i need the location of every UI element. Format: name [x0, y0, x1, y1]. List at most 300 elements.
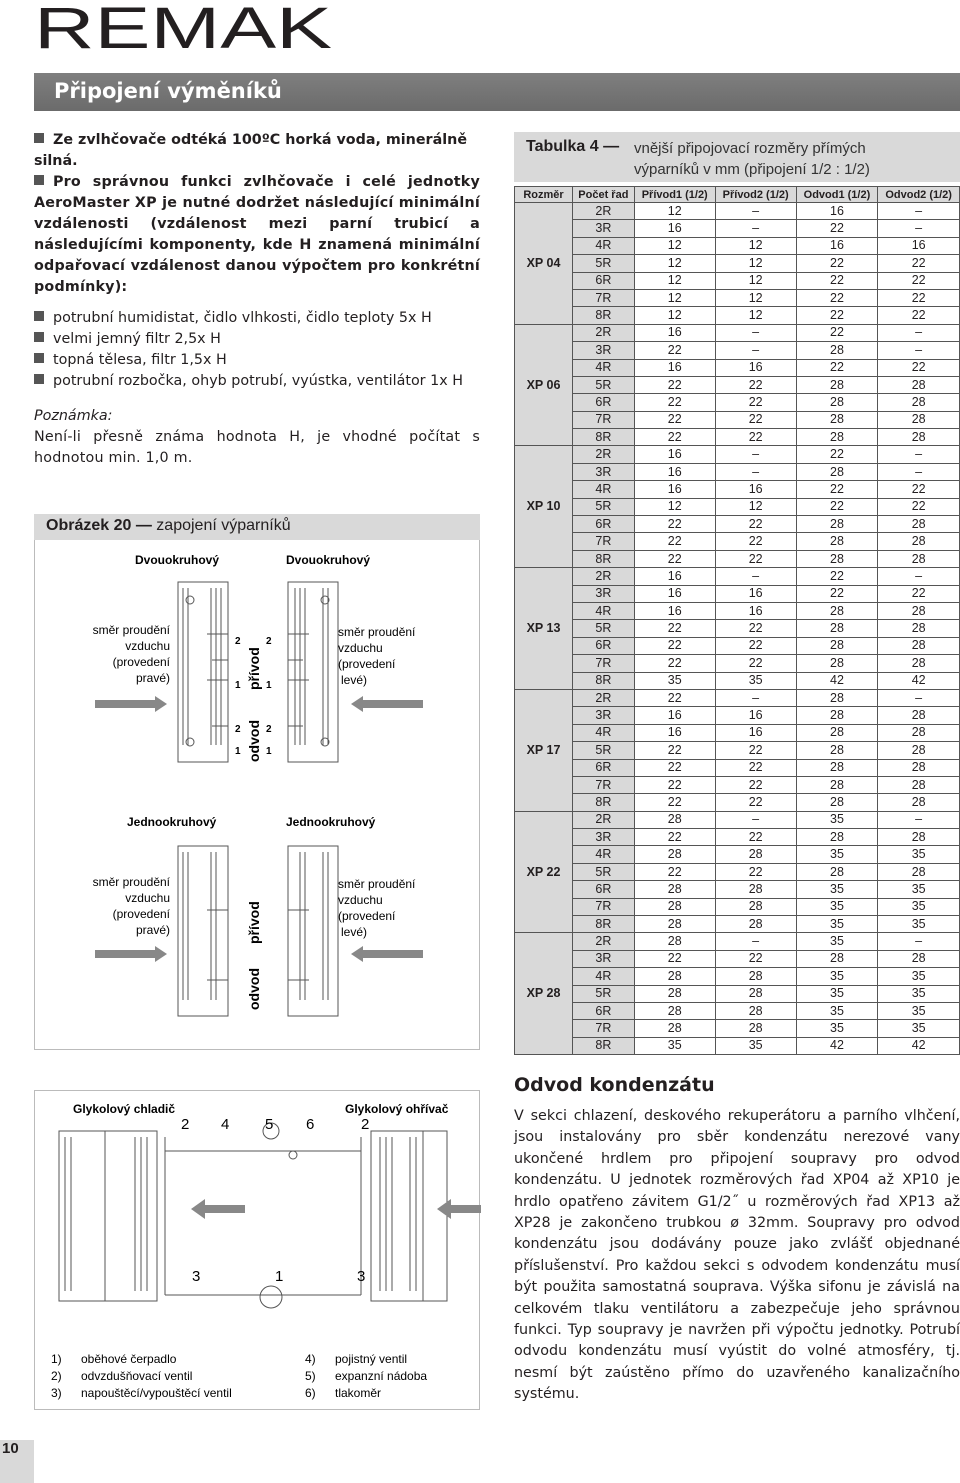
rows-cell: 4R	[573, 602, 635, 619]
distance-list	[34, 308, 480, 392]
table-cell: 28	[878, 394, 960, 411]
table-cell: 35	[634, 672, 715, 689]
table-cell: 16	[634, 568, 715, 585]
figure-label: Obrázek 20	[46, 517, 132, 534]
table-cell: 28	[878, 950, 960, 967]
rows-cell: 2R	[573, 568, 635, 585]
table-cell: 22	[878, 585, 960, 602]
table-cell: 12	[634, 307, 715, 324]
size-cell: XP 17	[515, 689, 573, 811]
table-cell: –	[715, 811, 796, 828]
table-row	[515, 898, 960, 915]
table-cell: 35	[878, 898, 960, 915]
list-item	[34, 329, 480, 350]
table-row	[515, 550, 960, 567]
table-cell: 22	[634, 637, 715, 654]
table-row	[515, 585, 960, 602]
table-row	[515, 707, 960, 724]
table-cell: 35	[878, 1002, 960, 1019]
table-cell: 28	[715, 1002, 796, 1019]
table-cell: 28	[634, 968, 715, 985]
column-header: Rozměr	[515, 187, 573, 203]
table-cell: 12	[634, 272, 715, 289]
table-cell: 28	[796, 342, 878, 359]
list-item	[34, 371, 480, 392]
table-cell: 16	[715, 481, 796, 498]
table-cell: 28	[878, 794, 960, 811]
component-number: 3	[357, 1268, 366, 1285]
table-cell: 12	[715, 307, 796, 324]
rows-cell: 5R	[573, 985, 635, 1002]
rows-cell: 4R	[573, 846, 635, 863]
size-cell: XP 28	[515, 933, 573, 1055]
table-cell: 28	[796, 620, 878, 637]
intro-text	[34, 130, 480, 469]
table-row	[515, 742, 960, 759]
single-coil-right	[288, 846, 338, 1016]
table-cell: 22	[634, 950, 715, 967]
rows-cell: 3R	[573, 585, 635, 602]
rows-cell: 3R	[573, 463, 635, 480]
rows-cell: 2R	[573, 203, 635, 220]
column-header: Počet řad	[573, 187, 635, 203]
arrow-icon	[95, 696, 423, 712]
rows-cell: 7R	[573, 533, 635, 550]
table-cell: 22	[796, 289, 878, 306]
table-cell: 28	[878, 533, 960, 550]
table-cell: 28	[715, 985, 796, 1002]
list-item-text: potrubní humidistat, čidlo vlhkosti, čidlo teploty 5x H	[53, 310, 432, 326]
privod-label: přívod	[246, 901, 262, 944]
table-cell: 28	[796, 533, 878, 550]
table-cell: 22	[634, 863, 715, 880]
table-cell: 22	[715, 794, 796, 811]
table-cell: 35	[796, 1002, 878, 1019]
table-cell: 22	[634, 655, 715, 672]
table-cell: –	[715, 220, 796, 237]
column-header: Odvod1 (1/2)	[796, 187, 878, 203]
table-cell: 12	[715, 255, 796, 272]
table-cell: 28	[878, 742, 960, 759]
rows-cell: 7R	[573, 1020, 635, 1037]
table-row	[515, 359, 960, 376]
bullet-hot-water	[34, 130, 480, 172]
table-cell: 22	[796, 585, 878, 602]
table-cell: 35	[878, 846, 960, 863]
table-row	[515, 272, 960, 289]
airflow-label: vzduchu	[125, 639, 170, 653]
table-label-text: Tabulka 4	[526, 138, 599, 155]
column-header: Přívod2 (1/2)	[715, 187, 796, 203]
odvod-label: odvod	[246, 968, 262, 1010]
legend-number: 4)	[305, 1352, 316, 1366]
table-cell: 28	[796, 707, 878, 724]
rows-cell: 8R	[573, 916, 635, 933]
square-bullet-icon	[34, 133, 44, 143]
table-cell: 16	[715, 585, 796, 602]
table-cell: 22	[634, 620, 715, 637]
airflow-label: vzduchu	[125, 891, 170, 905]
table-row	[515, 394, 960, 411]
table-cell: 16	[634, 585, 715, 602]
table-row	[515, 655, 960, 672]
table-cell: 28	[634, 881, 715, 898]
rows-cell: 5R	[573, 863, 635, 880]
table-row	[515, 863, 960, 880]
table-cell: 22	[715, 829, 796, 846]
component-number: 5	[265, 1116, 274, 1133]
table-cell: 28	[796, 689, 878, 706]
legend-text: tlakoměr	[335, 1386, 382, 1400]
table-row	[515, 968, 960, 985]
airflow-label: vzduchu	[338, 641, 383, 655]
table-cell: 22	[634, 794, 715, 811]
list-item-text: velmi jemný filtr 2,5x H	[53, 331, 221, 347]
component-number: 1	[275, 1268, 284, 1285]
table-cell: 22	[878, 272, 960, 289]
table-cell: 28	[796, 742, 878, 759]
square-bullet-icon	[34, 374, 44, 384]
table-cell: 28	[796, 950, 878, 967]
component-number: 6	[306, 1116, 315, 1133]
table-row	[515, 759, 960, 776]
table-desc-line: výparníků v mm (připojení 1/2 : 1/2)	[634, 161, 870, 178]
table-cell: 22	[715, 429, 796, 446]
airflow-label: levé)	[341, 925, 368, 939]
table-cell: –	[715, 446, 796, 463]
rows-cell: 6R	[573, 394, 635, 411]
table-cell: 28	[796, 602, 878, 619]
table-cell: 28	[634, 933, 715, 950]
table-row	[515, 1037, 960, 1054]
legend-text: oběhové čerpadlo	[81, 1352, 177, 1366]
table-cell: 35	[796, 898, 878, 915]
table-cell: 16	[634, 359, 715, 376]
port-number: 1	[266, 680, 272, 691]
table-row	[515, 776, 960, 793]
table-cell: 35	[878, 985, 960, 1002]
evaporator-diagram	[35, 540, 481, 1050]
table-cell: 22	[878, 481, 960, 498]
table-cell: 12	[634, 498, 715, 515]
table-cell: 28	[796, 550, 878, 567]
table-cell: –	[715, 203, 796, 220]
rows-cell: 7R	[573, 411, 635, 428]
table-cell: 35	[796, 968, 878, 985]
table-cell: 28	[878, 411, 960, 428]
table-cell: 28	[878, 429, 960, 446]
table-cell: 16	[878, 237, 960, 254]
rows-cell: 5R	[573, 498, 635, 515]
table-cell: 22	[796, 498, 878, 515]
table-cell: 22	[878, 359, 960, 376]
rows-cell: 3R	[573, 707, 635, 724]
table-row	[515, 376, 960, 393]
legend-number: 2)	[51, 1369, 62, 1383]
table-cell: 22	[796, 307, 878, 324]
table-cell: 28	[878, 655, 960, 672]
table-cell: 35	[715, 672, 796, 689]
rows-cell: 7R	[573, 655, 635, 672]
rows-cell: 2R	[573, 446, 635, 463]
table-cell: 22	[796, 272, 878, 289]
heater-title: Glykolový ohřívač	[345, 1102, 449, 1116]
size-cell: XP 10	[515, 446, 573, 568]
table-cell: 28	[796, 863, 878, 880]
table-row	[515, 933, 960, 950]
port-number: 2	[235, 724, 241, 735]
table-cell: 35	[878, 1020, 960, 1037]
table-row	[515, 481, 960, 498]
table-cell: 22	[715, 776, 796, 793]
section-title: Připojení výměníků	[54, 79, 282, 103]
table-row	[515, 620, 960, 637]
rows-cell: 5R	[573, 620, 635, 637]
airflow-label: pravé)	[135, 923, 170, 937]
table-cell: 22	[878, 498, 960, 515]
table-cell: 22	[634, 516, 715, 533]
rows-cell: 2R	[573, 324, 635, 341]
table-desc-line: vnější připojovací rozměry přímých	[634, 140, 866, 157]
table-cell: 12	[634, 255, 715, 272]
table-cell: 12	[634, 289, 715, 306]
table-cell: 22	[796, 568, 878, 585]
table-row	[515, 846, 960, 863]
column-header: Odvod2 (1/2)	[878, 187, 960, 203]
table-label: Tabulka 4 —	[526, 138, 620, 155]
rows-cell: 6R	[573, 516, 635, 533]
table-cell: 16	[634, 220, 715, 237]
port-number: 2	[235, 636, 241, 647]
table-cell: 22	[715, 759, 796, 776]
note-text: Není-li přesně známa hodnota H, je vhodné počítat s hodnotou min. 1,0 m.	[34, 429, 480, 466]
airflow-label: levé)	[341, 673, 368, 687]
table-cell: –	[715, 689, 796, 706]
rows-cell: 7R	[573, 898, 635, 915]
port-number: 1	[235, 746, 241, 757]
section-header	[34, 73, 960, 111]
table-row	[515, 829, 960, 846]
table-cell: 28	[878, 829, 960, 846]
table-cell: –	[715, 463, 796, 480]
table-row	[515, 516, 960, 533]
table-row	[515, 794, 960, 811]
table-cell: 22	[634, 689, 715, 706]
legend-text: napouštěcí/vypouštěcí ventil	[81, 1386, 232, 1400]
table-cell: 28	[796, 637, 878, 654]
table-cell: 28	[634, 916, 715, 933]
table-row	[515, 446, 960, 463]
rows-cell: 8R	[573, 429, 635, 446]
table-cell: 42	[796, 672, 878, 689]
table-cell: 22	[634, 742, 715, 759]
bullet-distances	[34, 172, 480, 298]
table-cell: 16	[634, 724, 715, 741]
table-cell: 28	[878, 863, 960, 880]
table-cell: 22	[634, 550, 715, 567]
size-cell: XP 22	[515, 811, 573, 933]
table-cell: 22	[715, 394, 796, 411]
table-cell: –	[878, 324, 960, 341]
rows-cell: 6R	[573, 1002, 635, 1019]
table-cell: 28	[878, 602, 960, 619]
table-cell: 22	[715, 376, 796, 393]
note-heading: Poznámka:	[34, 408, 113, 424]
table-cell: 35	[878, 968, 960, 985]
square-bullet-icon	[34, 175, 44, 185]
table-cell: 28	[796, 516, 878, 533]
table-cell: 22	[878, 307, 960, 324]
dvou-right-label: Dvouokruhový	[286, 553, 371, 567]
component-number: 2	[181, 1116, 190, 1133]
table-cell: 22	[715, 863, 796, 880]
size-cell: XP 04	[515, 203, 573, 325]
airflow-label: vzduchu	[338, 893, 383, 907]
table-row	[515, 220, 960, 237]
table-cell: 35	[796, 916, 878, 933]
size-cell: XP 13	[515, 568, 573, 690]
table-cell: 28	[878, 550, 960, 567]
table-cell: 22	[634, 759, 715, 776]
list-item	[34, 350, 480, 371]
square-bullet-icon	[34, 353, 44, 363]
table-cell: 16	[715, 602, 796, 619]
airflow-label: směr proudění	[92, 875, 170, 889]
table-cell: 22	[796, 481, 878, 498]
legend-text: expanzní nádoba	[335, 1369, 428, 1383]
table-header-row	[515, 187, 960, 203]
table-cell: 16	[634, 481, 715, 498]
table-cell: 16	[796, 237, 878, 254]
table-cell: 22	[634, 342, 715, 359]
table-cell: 35	[715, 1037, 796, 1054]
table-cell: 28	[878, 707, 960, 724]
table-cell: –	[715, 568, 796, 585]
table-cell: 28	[796, 655, 878, 672]
legend-text: odvzdušňovací ventil	[81, 1369, 193, 1383]
airflow-label: (provedení	[338, 909, 396, 923]
table-cell: 28	[634, 985, 715, 1002]
table-cell: 16	[715, 359, 796, 376]
table-cell: 22	[715, 950, 796, 967]
table-cell: 16	[634, 707, 715, 724]
port-number: 1	[266, 746, 272, 757]
table-cell: 28	[634, 1002, 715, 1019]
condensate-title: Odvod kondenzátu	[514, 1074, 715, 1096]
table-row	[515, 289, 960, 306]
table-cell: 28	[878, 620, 960, 637]
rows-cell: 8R	[573, 307, 635, 324]
airflow-label: směr proudění	[338, 625, 416, 639]
rows-cell: 8R	[573, 794, 635, 811]
table-cell: 16	[634, 463, 715, 480]
table-row	[515, 637, 960, 654]
table-row	[515, 411, 960, 428]
table-cell: 22	[634, 376, 715, 393]
table-cell: 28	[796, 376, 878, 393]
table-cell: 22	[634, 829, 715, 846]
table-cell: –	[878, 220, 960, 237]
table-cell: 28	[634, 811, 715, 828]
legend-number: 6)	[305, 1386, 316, 1400]
table-cell: 22	[796, 255, 878, 272]
list-item	[34, 308, 480, 329]
table-cell: 22	[796, 446, 878, 463]
table-row	[515, 1002, 960, 1019]
table-row	[515, 203, 960, 220]
table-cell: 42	[878, 1037, 960, 1054]
rows-cell: 6R	[573, 881, 635, 898]
table-cell: 22	[796, 324, 878, 341]
table-cell: 28	[715, 881, 796, 898]
table-row	[515, 533, 960, 550]
bullet-text: Ze zvlhčovače odtéká 100ºC horká voda, minerálně silná.	[34, 132, 468, 169]
legend-number: 1)	[51, 1352, 62, 1366]
rows-cell: 6R	[573, 759, 635, 776]
table-cell: 28	[796, 463, 878, 480]
size-cell: XP 06	[515, 324, 573, 446]
brand-logo	[34, 2, 334, 54]
rows-cell: 5R	[573, 376, 635, 393]
rows-cell: 3R	[573, 220, 635, 237]
rows-cell: 4R	[573, 968, 635, 985]
table-row	[515, 724, 960, 741]
table-row	[515, 324, 960, 341]
jedno-left-label: Jednookruhový	[127, 815, 217, 829]
table-cell: –	[878, 463, 960, 480]
table-cell: 35	[796, 881, 878, 898]
table-cell: 28	[634, 846, 715, 863]
table-cell: 12	[715, 237, 796, 254]
rows-cell: 4R	[573, 237, 635, 254]
table-cell: 35	[878, 881, 960, 898]
table-cell: 12	[634, 203, 715, 220]
heater-coil	[361, 1131, 447, 1301]
table-cell: 28	[878, 376, 960, 393]
table-cell: 28	[878, 776, 960, 793]
table-cell: 28	[796, 829, 878, 846]
table-row	[515, 568, 960, 585]
table-cell: 35	[796, 811, 878, 828]
table-cell: 28	[715, 916, 796, 933]
figure-title: zapojení výparníků	[156, 517, 291, 534]
table-cell: 28	[796, 394, 878, 411]
table-cell: –	[878, 568, 960, 585]
table-cell: –	[715, 324, 796, 341]
table-cell: 16	[634, 602, 715, 619]
table-cell: 12	[715, 289, 796, 306]
port-number: 2	[266, 636, 272, 647]
legend-number: 5)	[305, 1369, 316, 1383]
table-cell: 28	[715, 968, 796, 985]
rows-cell: 3R	[573, 342, 635, 359]
glycol-diagram-box	[34, 1090, 480, 1410]
table-cell: 16	[715, 707, 796, 724]
dimensions-table	[514, 186, 960, 1055]
jedno-right-label: Jednookruhový	[286, 815, 376, 829]
rows-cell: 3R	[573, 950, 635, 967]
legend-text: pojistný ventil	[335, 1352, 408, 1366]
table-cell: 28	[715, 898, 796, 915]
rows-cell: 8R	[573, 672, 635, 689]
table-cell: 22	[634, 411, 715, 428]
table-cell: 28	[715, 846, 796, 863]
port-number: 1	[235, 680, 241, 691]
table-cell: 35	[796, 933, 878, 950]
table-cell: 22	[634, 776, 715, 793]
table-4-header	[514, 132, 960, 182]
table-row	[515, 881, 960, 898]
